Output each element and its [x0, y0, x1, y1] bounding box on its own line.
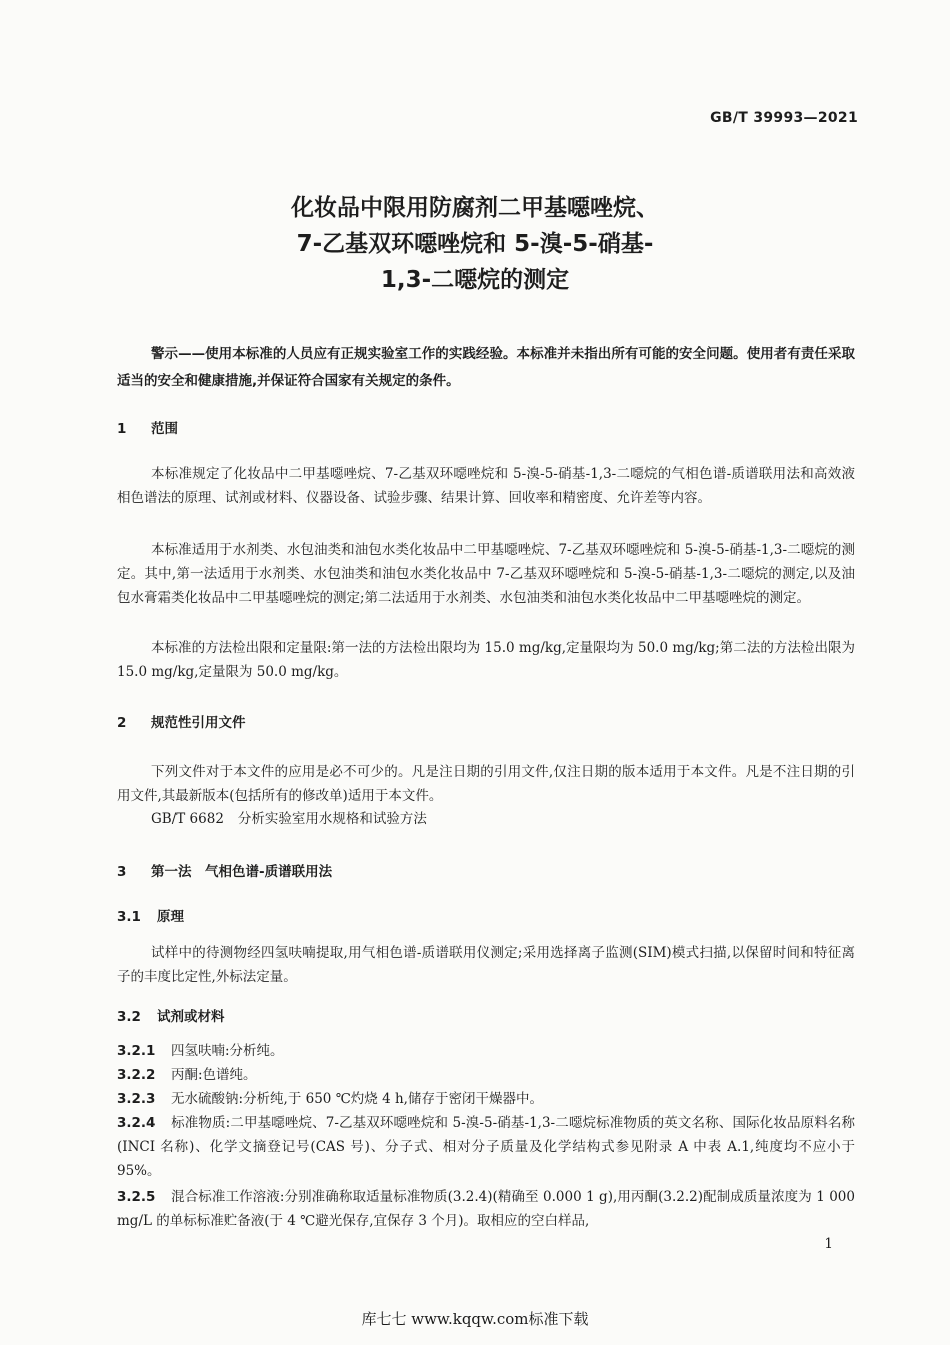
normative-reference [151, 808, 427, 830]
reagent-item [117, 1063, 855, 1087]
standard-code: GB/T 39993—2021 [710, 110, 858, 126]
section-title: 规范性引用文件 [151, 715, 246, 731]
section-heading-scope [117, 417, 178, 437]
subsection-heading-reagents [117, 1005, 225, 1025]
warning-notice: 警示——使用本标准的人员应有正规实验室工作的实践经验。本标准并未指出所有可能的安全问题。使用者有责任采取适当的安全和健康措施,并保证符合国家有关规定的条件。 [117, 346, 855, 389]
reagent-item [117, 1039, 855, 1063]
reagent-number: 3.2.2 [117, 1067, 156, 1083]
reagent-item [117, 1111, 855, 1183]
title-line: 7-乙基双环噁唑烷和 5-溴-5-硝基- [296, 231, 654, 257]
scope-paragraph: 本标准的方法检出限和定量限:第一法的方法检出限均为 15.0 mg/kg,定量限均为 50.0 mg/kg;第二法的方法检出限为 15.0 mg/kg,定量限为 50.0 mg/kg。 [117, 640, 855, 680]
reagent-text: 四氢呋喃:分析纯。 [171, 1043, 284, 1059]
reagent-number: 3.2.5 [117, 1189, 156, 1205]
document-title [0, 190, 950, 298]
reference-title: 分析实验室用水规格和试验方法 [237, 811, 427, 827]
normative-paragraph: 下列文件对于本文件的应用是必不可少的。凡是注日期的引用文件,仅注日期的版本适用于本文件。凡是不注日期的引用文件,其最新版本(包括所有的修改单)适用于本文件。 [117, 764, 855, 804]
section-number: 3 [117, 864, 127, 880]
reagent-number: 3.2.3 [117, 1091, 156, 1107]
principle-paragraph: 试样中的待测物经四氢呋喃提取,用气相色谱-质谱联用仪测定;采用选择离子监测(SIM)模式扫描,以保留时间和特征离子的丰度比定性,外标法定量。 [117, 945, 855, 985]
reagent-number: 3.2.1 [117, 1043, 156, 1059]
section-number: 2 [117, 715, 127, 731]
section-title: 试剂或材料 [157, 1009, 225, 1025]
page-number: 1 [824, 1236, 833, 1252]
title-line: 1,3-二噁烷的测定 [380, 267, 570, 293]
scope-paragraph: 本标准规定了化妆品中二甲基噁唑烷、7-乙基双环噁唑烷和 5-溴-5-硝基-1,3-二噁烷的气相色谱-质谱联用法和高效液相色谱法的原理、试剂或材料、仪器设备、试验步骤、结果计算、回收率和精密度、允许差等内容。 [117, 466, 855, 506]
reagent-text: 丙酮:色谱纯。 [171, 1067, 257, 1083]
section-title: 第一法 气相色谱-质谱联用法 [151, 864, 333, 880]
subsection-heading-principle [117, 905, 184, 925]
scope-paragraph: 本标准适用于水剂类、水包油类和油包水类化妆品中二甲基噁唑烷、7-乙基双环噁唑烷和 5-溴-5-硝基-1,3-二噁烷的测定。其中,第一法适用于水剂类、水包油类和油包水类化妆品中 7-乙基双环噁唑烷和 5-溴-5-硝基-1,3-二噁烷的测定,以及油包水膏霜类化妆品中二甲基噁唑烷的测定;第二法适用于水剂类、水包油类和油包水类化妆品中二甲基噁唑烷的测定。 [117, 542, 855, 606]
reagent-item [117, 1185, 855, 1233]
reagent-text: 标准物质:二甲基噁唑烷、7-乙基双环噁唑烷和 5-溴-5-硝基-1,3-二噁烷标准物质的英文名称、国际化妆品原料名称(INCI 名称)、化学文摘登记号(CAS 号)、分子式、相对分子质量及化学结构式参见附录 A 中表 A.1,纯度均不应小于 95%。 [117, 1115, 855, 1179]
reagent-number: 3.2.4 [117, 1115, 156, 1131]
section-number: 3.1 [117, 909, 141, 925]
reference-code: GB/T 6682 [151, 811, 224, 827]
title-line: 化妆品中限用防腐剂二甲基噁唑烷、 [291, 195, 659, 221]
section-title: 原理 [157, 909, 184, 925]
reagent-text: 无水硫酸钠:分析纯,于 650 ℃灼烧 4 h,储存于密闭干燥器中。 [171, 1091, 543, 1107]
reagent-item [117, 1087, 855, 1111]
section-title: 范围 [151, 421, 178, 437]
site-watermark: 库七七 www.kqqw.com标准下载 [361, 1310, 589, 1328]
section-number: 3.2 [117, 1009, 141, 1025]
section-number: 1 [117, 421, 127, 437]
section-heading-normative-references [117, 711, 246, 731]
section-heading-method-one [117, 860, 332, 880]
reagent-text: 混合标准工作溶液:分别准确称取适量标准物质(3.2.4)(精确至 0.000 1 g),用丙酮(3.2.2)配制成质量浓度为 1 000 mg/L 的单标标准贮备液(于 4 ℃避光保存,宜保存 3 个月)。取相应的空白样品, [117, 1189, 855, 1229]
